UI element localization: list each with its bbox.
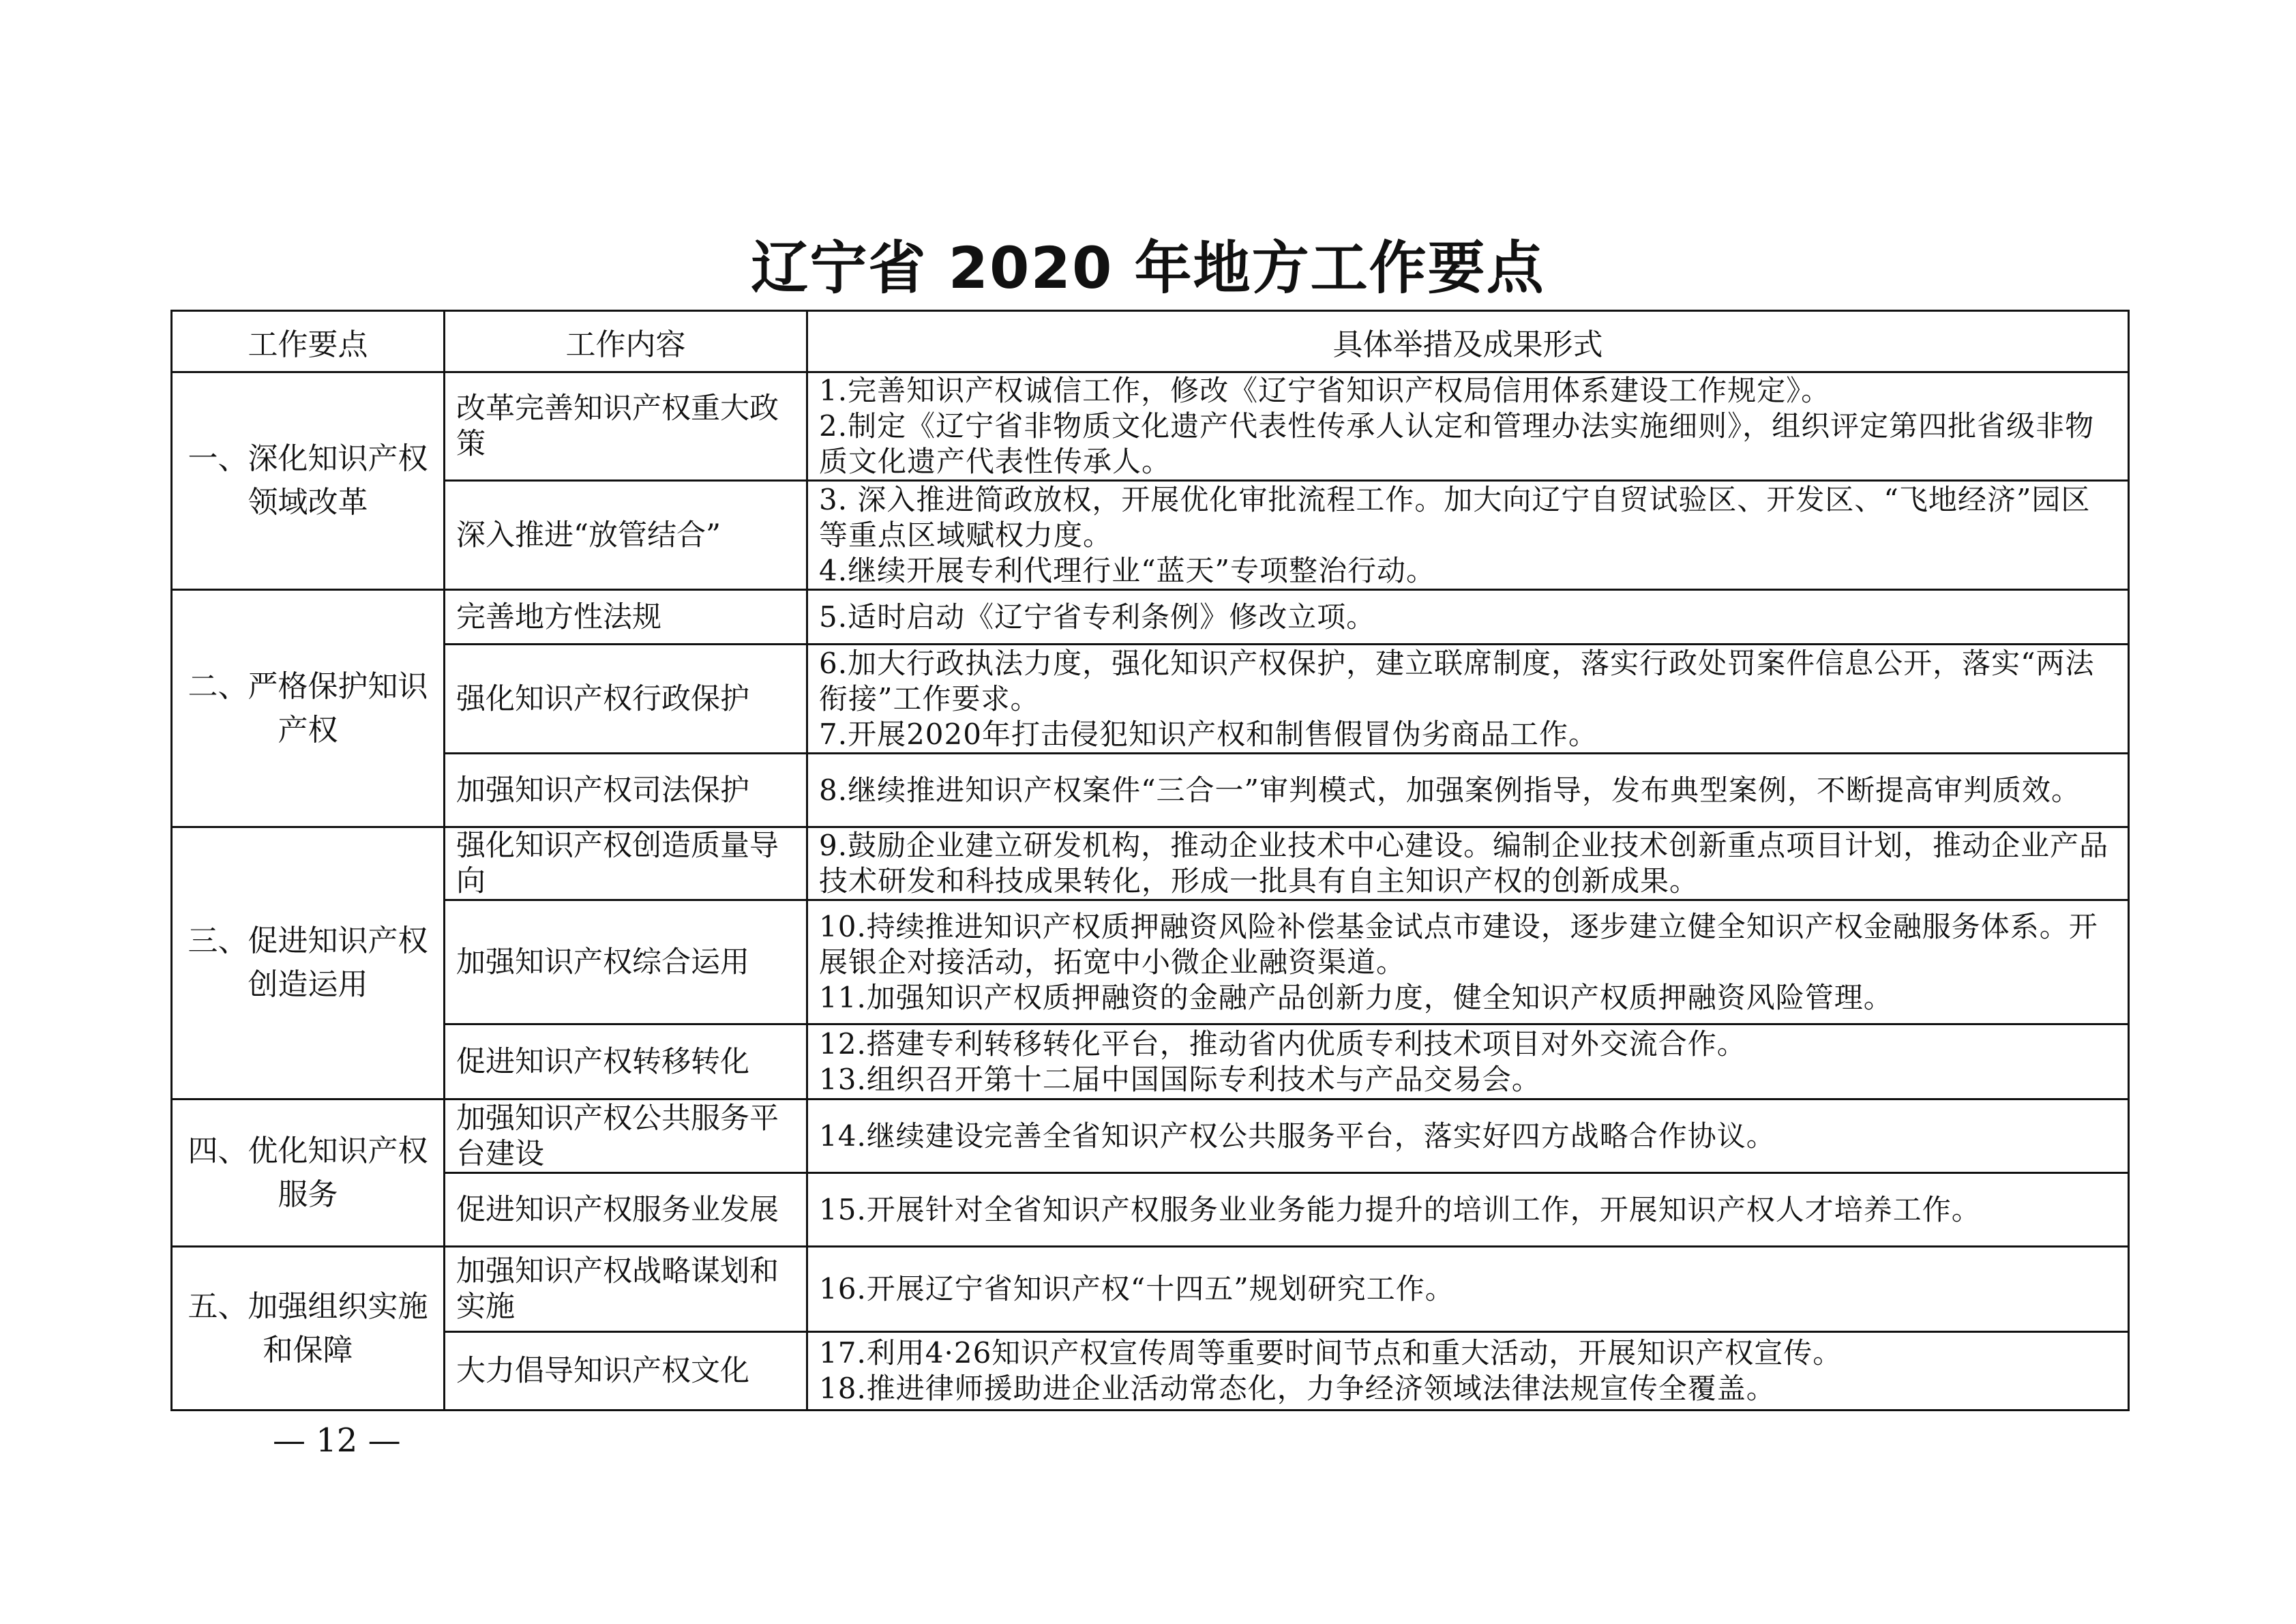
work-content-cell: 深入推进“放管结合” bbox=[445, 481, 807, 590]
table-row bbox=[172, 900, 2129, 1024]
measures-cell bbox=[807, 900, 2129, 1024]
work-content-cell: 加强知识产权司法保护 bbox=[445, 754, 807, 827]
work-content-cell: 完善地方性法规 bbox=[445, 590, 807, 645]
measures-cell bbox=[807, 645, 2129, 754]
work-content-cell: 改革完善知识产权重大政策 bbox=[445, 372, 807, 481]
measure-item: 17.利用4·26知识产权宣传周等重要时间节点和重大活动，开展知识产权宣传。 bbox=[819, 1336, 1843, 1370]
work-point-cell: 四、优化知识产权服务 bbox=[172, 1099, 445, 1247]
table-row bbox=[172, 1024, 2129, 1099]
work-point-cell: 三、促进知识产权创造运用 bbox=[172, 827, 445, 1099]
measure-item: 12.搭建专利转移转化平台，推动省内优质专利技术项目对外交流合作。 bbox=[819, 1027, 1746, 1061]
measures-cell bbox=[807, 1024, 2129, 1099]
work-point-cell: 一、深化知识产权领域改革 bbox=[172, 372, 445, 590]
measures-cell bbox=[807, 1332, 2129, 1411]
measures-cell bbox=[807, 1173, 2129, 1247]
measures-cell bbox=[807, 1099, 2129, 1173]
measures-cell bbox=[807, 754, 2129, 827]
work-content-cell: 加强知识产权综合运用 bbox=[445, 900, 807, 1024]
table-row bbox=[172, 1247, 2129, 1332]
measure-item: 3. 深入推进简政放权，开展优化审批流程工作。加大向辽宁自贸试验区、开发区、“飞地经济”园区等重点区域赋权力度。 bbox=[819, 482, 2091, 552]
measures-cell bbox=[807, 481, 2129, 590]
work-content-cell: 大力倡导知识产权文化 bbox=[445, 1332, 807, 1411]
measures-cell bbox=[807, 372, 2129, 481]
work-content-cell: 强化知识产权创造质量导向 bbox=[445, 827, 807, 900]
work-content-cell: 加强知识产权战略谋划和实施 bbox=[445, 1247, 807, 1332]
measure-item: 2.制定《辽宁省非物质文化遗产代表性传承人认定和管理办法实施细则》，组织评定第四批省级非物质文化遗产代表性传承人。 bbox=[819, 409, 2095, 478]
table-row bbox=[172, 827, 2129, 900]
table-row bbox=[172, 372, 2129, 481]
work-content-cell: 促进知识产权转移转化 bbox=[445, 1024, 807, 1099]
header-work-content: 工作内容 bbox=[445, 311, 807, 372]
measure-item: 13.组织召开第十二届中国国际专利技术与产品交易会。 bbox=[819, 1062, 1541, 1096]
measure-item: 5.适时启动《辽宁省专利条例》修改立项。 bbox=[819, 600, 1376, 634]
table-row bbox=[172, 481, 2129, 590]
measure-item: 15.开展针对全省知识产权服务业业务能力提升的培训工作，开展知识产权人才培养工作。 bbox=[819, 1192, 1981, 1226]
work-content-cell: 促进知识产权服务业发展 bbox=[445, 1173, 807, 1247]
table-header-row bbox=[172, 311, 2129, 372]
measures-cell bbox=[807, 827, 2129, 900]
work-point-cell: 二、严格保护知识产权 bbox=[172, 590, 445, 827]
table-row bbox=[172, 590, 2129, 645]
work-point-cell: 五、加强组织实施和保障 bbox=[172, 1247, 445, 1411]
measure-item: 6.加大行政执法力度，强化知识产权保护，建立联席制度，落实行政处罚案件信息公开，落实“两法衔接”工作要求。 bbox=[819, 646, 2095, 715]
measure-item: 7.开展2020年打击侵犯知识产权和制售假冒伪劣商品工作。 bbox=[819, 717, 1598, 751]
header-work-point: 工作要点 bbox=[172, 311, 445, 372]
measures-cell bbox=[807, 1247, 2129, 1332]
measure-item: 18.推进律师援助进企业活动常态化，力争经济领域法律法规宣传全覆盖。 bbox=[819, 1372, 1776, 1405]
measure-item: 1.完善知识产权诚信工作，修改《辽宁省知识产权局信用体系建设工作规定》。 bbox=[819, 374, 1831, 407]
work-content-cell: 强化知识产权行政保护 bbox=[445, 645, 807, 754]
work-plan-table bbox=[170, 310, 2130, 1411]
measure-item: 8.继续推进知识产权案件“三合一”审判模式，加强案例指导，发布典型案例，不断提高审判质效。 bbox=[819, 773, 2081, 807]
page-title: 辽宁省 2020 年地方工作要点 bbox=[751, 235, 1545, 301]
page-number: — 12 — bbox=[273, 1421, 401, 1460]
table-row bbox=[172, 1332, 2129, 1411]
table-row bbox=[172, 1099, 2129, 1173]
measure-item: 10.持续推进知识产权质押融资风险补偿基金试点市建设，逐步建立健全知识产权金融服务体系。开展银企对接活动，拓宽中小微企业融资渠道。 bbox=[819, 909, 2098, 979]
work-content-cell: 加强知识产权公共服务平台建设 bbox=[445, 1099, 807, 1173]
table-row bbox=[172, 645, 2129, 754]
table-row bbox=[172, 1173, 2129, 1247]
measure-item: 14.继续建设完善全省知识产权公共服务平台，落实好四方战略合作协议。 bbox=[819, 1119, 1776, 1153]
measures-cell bbox=[807, 590, 2129, 645]
measure-item: 11.加强知识产权质押融资的金融产品创新力度，健全知识产权质押融资风险管理。 bbox=[819, 980, 1893, 1014]
table-row bbox=[172, 754, 2129, 827]
measure-item: 16.开展辽宁省知识产权“十四五”规划研究工作。 bbox=[819, 1272, 1455, 1305]
header-measures: 具体举措及成果形式 bbox=[807, 311, 2129, 372]
measure-item: 4.继续开展专利代理行业“蓝天”专项整治行动。 bbox=[819, 553, 1436, 587]
measure-item: 9.鼓励企业建立研发机构，推动企业技术中心建设。编制企业技术创新重点项目计划，推动企业产品技术研发和科技成果转化，形成一批具有自主知识产权的创新成果。 bbox=[819, 829, 2109, 898]
